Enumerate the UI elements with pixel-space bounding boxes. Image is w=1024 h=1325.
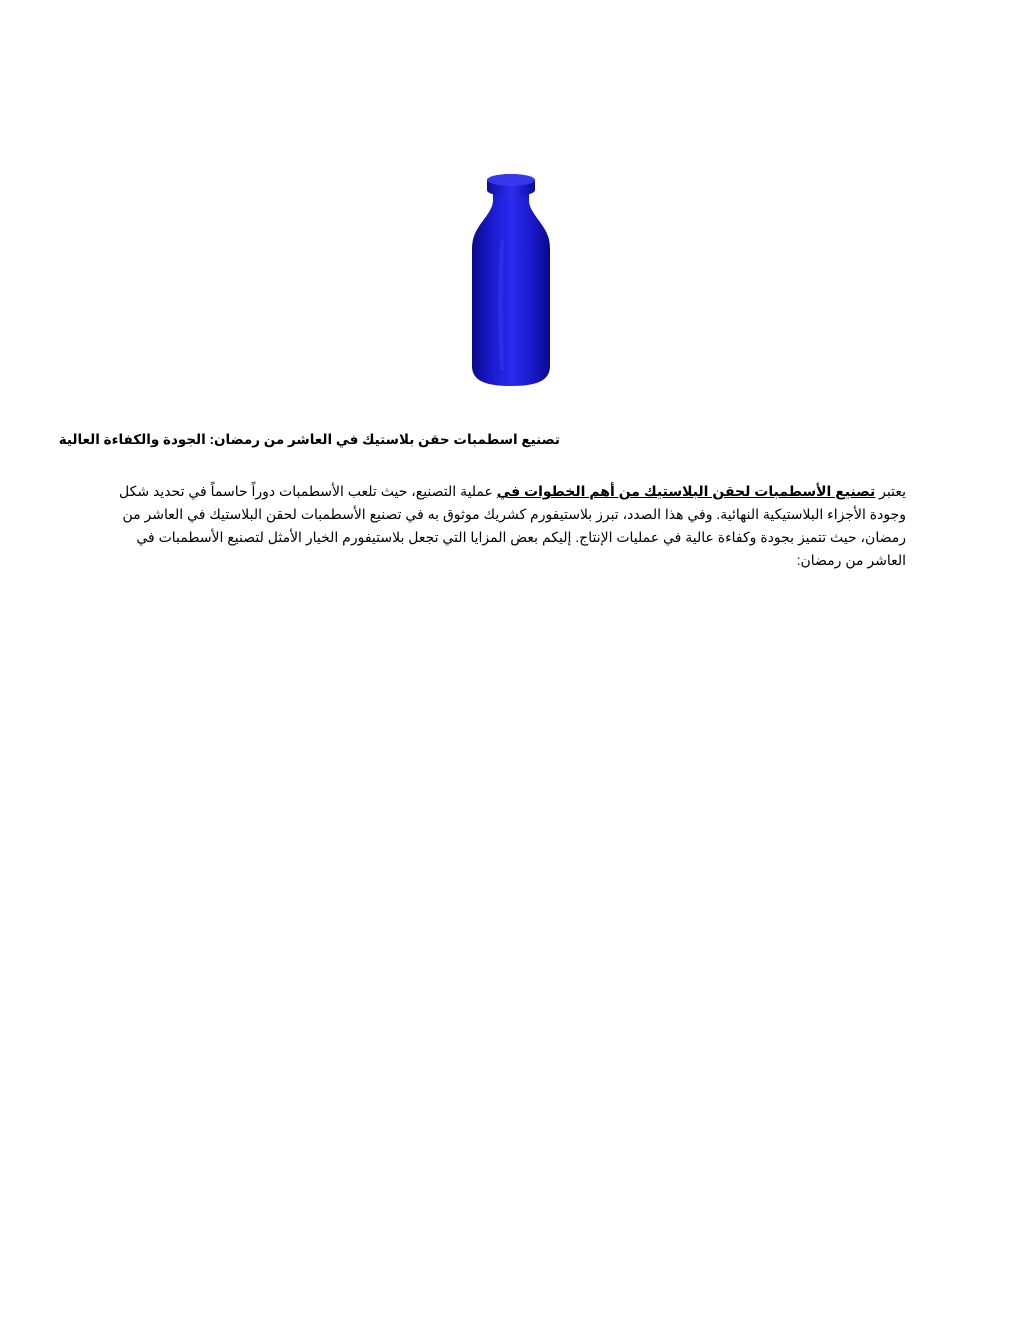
inline-link[interactable]: تصنيع الأسطمبات لحقن البلاستيك من أهم الخطوات في [496, 483, 876, 499]
paragraph-intro: يعتبر [875, 483, 906, 499]
body-paragraph [118, 480, 906, 572]
paragraph-rest: عملية التصنيع، حيث تلعب الأسطمبات دوراً حاسماً في تحديد شكل وجودة الأجزاء البلاستيكية النهائية. وفي هذا الصدد، تبرز بلاستيفورم كشريك موثوق به في تصنيع الأسطمبات لحقن البلاستيك في العاشر من رمضان، حيث تتميز بجودة وكفاءة عالية في عمليات الإنتاج. إليكم بعض المزايا التي تجعل بلاستيفورم الخيار الأمثل لتصنيع الأسطمبات في العاشر من رمضان: [119, 483, 906, 568]
page-title: تصنيع اسطمبات حقن بلاستيك في العاشر من رمضان: الجودة والكفاءة العالية [58, 432, 560, 447]
bottle-image [466, 170, 556, 392]
